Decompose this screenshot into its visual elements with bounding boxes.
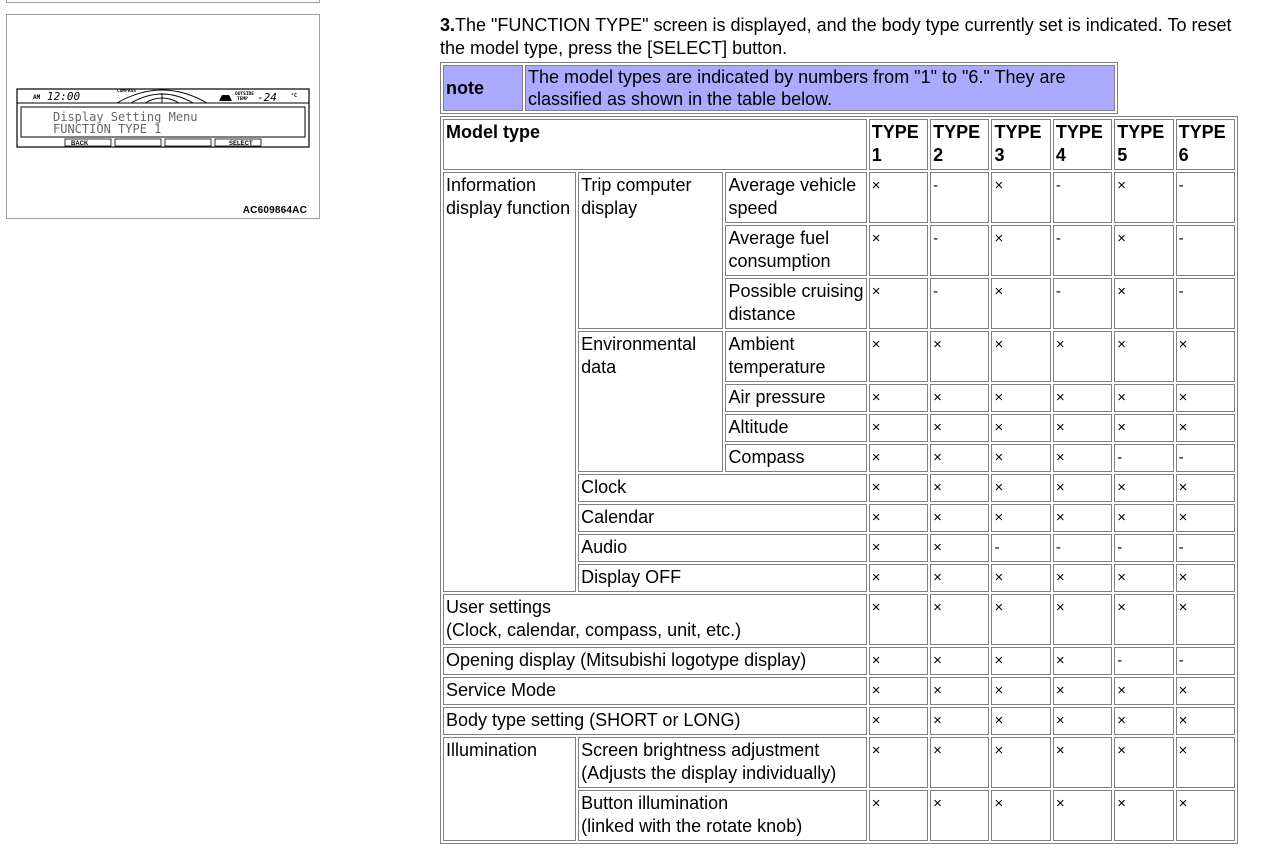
- mark-cell: -: [991, 534, 1050, 562]
- row-label: Audio: [578, 534, 867, 562]
- mark-cell: ×: [1053, 331, 1112, 382]
- mark-cell: ×: [869, 444, 928, 472]
- table-row: [443, 737, 1235, 788]
- table-row: [443, 594, 1235, 645]
- group-illumination: Illumination: [443, 737, 576, 841]
- row-label: Air pressure: [725, 384, 866, 412]
- group-trip-computer: Trip computer display: [578, 172, 723, 329]
- mark-cell: ×: [991, 647, 1050, 675]
- mark-cell: ×: [869, 707, 928, 735]
- mark-cell: ×: [991, 444, 1050, 472]
- row-label: Display OFF: [578, 564, 867, 592]
- temp-unit: °C: [291, 93, 298, 99]
- step-number: 3.: [440, 15, 456, 35]
- mark-cell: ×: [991, 737, 1050, 788]
- mark-cell: ×: [991, 172, 1050, 223]
- header-type-1: TYPE 1: [869, 119, 928, 170]
- multi-info-display-illustration: [7, 15, 319, 218]
- row-label-sub: (linked with the rotate knob): [581, 816, 803, 836]
- compass-label: COMPASS: [117, 89, 136, 94]
- row-label: Clock: [578, 474, 867, 502]
- mark-cell: ×: [991, 414, 1050, 442]
- mark-cell: ×: [1114, 737, 1173, 788]
- mark-cell: ×: [869, 474, 928, 502]
- mark-cell: -: [1114, 534, 1173, 562]
- outside-temp-label-1: OUTSIDE: [235, 92, 254, 97]
- temp-readout: -24: [257, 91, 277, 104]
- mark-cell: ×: [869, 504, 928, 532]
- mark-cell: ×: [1114, 474, 1173, 502]
- mark-cell: ×: [930, 444, 989, 472]
- group-environmental-data: Environmental data: [578, 331, 723, 472]
- mark-cell: ×: [1176, 737, 1235, 788]
- table-row: [443, 707, 1235, 735]
- mark-cell: ×: [991, 707, 1050, 735]
- mark-cell: ×: [869, 647, 928, 675]
- row-label: Altitude: [725, 414, 866, 442]
- mark-cell: -: [1176, 278, 1235, 329]
- mark-cell: -: [930, 225, 989, 276]
- softkey-3: [165, 139, 211, 146]
- mark-cell: ×: [1114, 790, 1173, 841]
- row-label: [578, 737, 867, 788]
- mark-cell: ×: [991, 331, 1050, 382]
- mark-cell: ×: [1176, 414, 1235, 442]
- mark-cell: ×: [869, 790, 928, 841]
- mark-cell: ×: [930, 564, 989, 592]
- row-label: Average fuel consumption: [725, 225, 866, 276]
- row-label-main: Button illumination: [581, 793, 729, 813]
- mark-cell: ×: [930, 414, 989, 442]
- outside-temp-label-2: TEMP: [237, 97, 248, 102]
- mark-cell: -: [1176, 172, 1235, 223]
- header-type-3: TYPE 3: [991, 119, 1050, 170]
- menu-line-1: Display Setting Menu: [53, 110, 198, 124]
- mark-cell: ×: [991, 790, 1050, 841]
- mark-cell: ×: [869, 594, 928, 645]
- softkey-2: [115, 139, 161, 146]
- previous-figure-frame: [6, 0, 320, 3]
- header-type-2: TYPE 2: [930, 119, 989, 170]
- mark-cell: ×: [1053, 594, 1112, 645]
- figure-code: AC609864AC: [242, 205, 307, 216]
- mark-cell: ×: [1114, 384, 1173, 412]
- back-softkey-label: BACK: [71, 141, 89, 147]
- mark-cell: ×: [1114, 504, 1173, 532]
- mark-cell: -: [1053, 172, 1112, 223]
- mark-cell: ×: [991, 677, 1050, 705]
- mark-cell: ×: [991, 594, 1050, 645]
- mark-cell: ×: [1176, 790, 1235, 841]
- mark-cell: ×: [1176, 504, 1235, 532]
- mark-cell: ×: [869, 677, 928, 705]
- mark-cell: ×: [1114, 594, 1173, 645]
- clock-readout: 12:00: [47, 90, 81, 103]
- mark-cell: ×: [1114, 278, 1173, 329]
- mark-cell: ×: [869, 331, 928, 382]
- mark-cell: ×: [930, 384, 989, 412]
- mark-cell: ×: [1176, 384, 1235, 412]
- mark-cell: ×: [930, 677, 989, 705]
- mark-cell: ×: [1114, 331, 1173, 382]
- mark-cell: -: [1114, 647, 1173, 675]
- mark-cell: ×: [991, 278, 1050, 329]
- mark-cell: ×: [1053, 677, 1112, 705]
- menu-line-2: FUNCTION TYPE 1: [53, 122, 162, 136]
- mark-cell: ×: [991, 504, 1050, 532]
- table-row: [443, 172, 1235, 223]
- mark-cell: ×: [1114, 414, 1173, 442]
- mark-cell: -: [1176, 444, 1235, 472]
- mark-cell: -: [1053, 534, 1112, 562]
- header-model-type: Model type: [443, 119, 867, 170]
- note-text: The model types are indicated by numbers from "1" to "6." They are classified as shown in the table below.: [525, 65, 1115, 111]
- mark-cell: ×: [930, 594, 989, 645]
- mark-cell: ×: [1053, 647, 1112, 675]
- mark-cell: ×: [1053, 564, 1112, 592]
- mark-cell: -: [1176, 225, 1235, 276]
- row-label: Ambient temperature: [725, 331, 866, 382]
- mark-cell: ×: [1053, 790, 1112, 841]
- mark-cell: ×: [991, 564, 1050, 592]
- mark-cell: ×: [869, 534, 928, 562]
- mark-cell: ×: [930, 504, 989, 532]
- mark-cell: ×: [869, 172, 928, 223]
- mark-cell: ×: [1176, 707, 1235, 735]
- row-label: [578, 790, 867, 841]
- mark-cell: ×: [869, 737, 928, 788]
- mark-cell: ×: [1114, 564, 1173, 592]
- row-label-sub: (Adjusts the display individually): [581, 763, 837, 783]
- mark-cell: ×: [930, 647, 989, 675]
- row-label-main: User settings: [446, 597, 552, 617]
- row-label: Body type setting (SHORT or LONG): [443, 707, 867, 735]
- mark-cell: ×: [1176, 594, 1235, 645]
- mark-cell: -: [930, 278, 989, 329]
- mark-cell: -: [1053, 278, 1112, 329]
- row-label: Compass: [725, 444, 866, 472]
- mark-cell: ×: [1053, 474, 1112, 502]
- mark-cell: ×: [1114, 677, 1173, 705]
- mark-cell: ×: [1114, 172, 1173, 223]
- row-label-main: Screen brightness adjustment: [581, 740, 820, 760]
- mark-cell: ×: [1053, 444, 1112, 472]
- mark-cell: -: [1176, 534, 1235, 562]
- table-row: [443, 677, 1235, 705]
- mark-cell: ×: [869, 414, 928, 442]
- mark-cell: ×: [1176, 677, 1235, 705]
- header-type-5: TYPE 5: [1114, 119, 1173, 170]
- mark-cell: ×: [1053, 504, 1112, 532]
- group-information-display: Information display function: [443, 172, 576, 592]
- select-softkey-label: SELECT: [229, 141, 253, 147]
- mark-cell: ×: [930, 331, 989, 382]
- mark-cell: ×: [1176, 331, 1235, 382]
- mark-cell: ×: [1176, 474, 1235, 502]
- display-figure: [6, 14, 320, 219]
- model-type-table: [440, 116, 1238, 844]
- row-label: Average vehicle speed: [725, 172, 866, 223]
- mark-cell: -: [1176, 647, 1235, 675]
- mark-cell: ×: [1053, 384, 1112, 412]
- row-label-sub: (Clock, calendar, compass, unit, etc.): [446, 620, 742, 640]
- mark-cell: ×: [1114, 707, 1173, 735]
- mark-cell: -: [930, 172, 989, 223]
- procedure-content: [440, 14, 1240, 844]
- mark-cell: ×: [1053, 414, 1112, 442]
- am-indicator: AM: [33, 94, 41, 101]
- row-label: [443, 594, 867, 645]
- mark-cell: ×: [869, 384, 928, 412]
- mark-cell: ×: [991, 474, 1050, 502]
- step-text: The "FUNCTION TYPE" screen is displayed, and the body type currently set is indicated. To reset the model type, press the [SELECT] button.: [440, 15, 1232, 58]
- mark-cell: ×: [869, 278, 928, 329]
- mark-cell: ×: [930, 790, 989, 841]
- mark-cell: ×: [869, 564, 928, 592]
- mark-cell: ×: [1176, 564, 1235, 592]
- mark-cell: ×: [930, 737, 989, 788]
- mark-cell: ×: [930, 534, 989, 562]
- table-row: [443, 647, 1235, 675]
- mark-cell: ×: [1053, 737, 1112, 788]
- mark-cell: ×: [1053, 707, 1112, 735]
- row-label: Possible cruising distance: [725, 278, 866, 329]
- header-type-4: TYPE 4: [1053, 119, 1112, 170]
- mark-cell: -: [1114, 444, 1173, 472]
- mark-cell: ×: [991, 225, 1050, 276]
- mark-cell: ×: [991, 384, 1050, 412]
- note-label: note: [443, 65, 523, 111]
- mark-cell: ×: [930, 707, 989, 735]
- row-label: Opening display (Mitsubishi logotype display): [443, 647, 867, 675]
- header-row: [443, 119, 1235, 170]
- mark-cell: ×: [869, 225, 928, 276]
- row-label: Calendar: [578, 504, 867, 532]
- step-3: [440, 14, 1240, 60]
- mark-cell: -: [1053, 225, 1112, 276]
- note-box: [440, 62, 1118, 114]
- header-type-6: TYPE 6: [1176, 119, 1235, 170]
- row-label: Service Mode: [443, 677, 867, 705]
- mark-cell: ×: [930, 474, 989, 502]
- mark-cell: ×: [1114, 225, 1173, 276]
